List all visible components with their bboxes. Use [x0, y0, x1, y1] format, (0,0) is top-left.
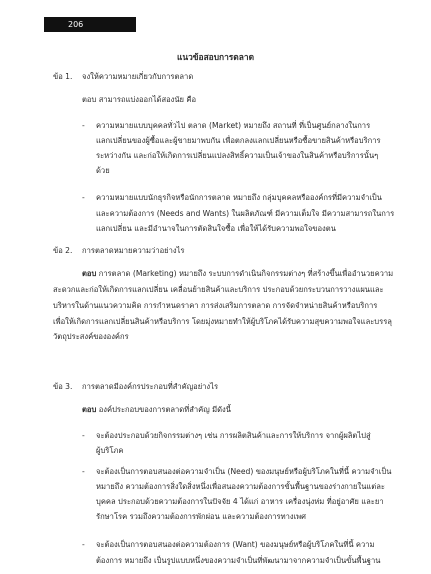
page-title: แนวข้อสอบการตลาด — [176, 52, 255, 62]
q3-answer-text: องค์ประกอบของการตลาดที่สำคัญ มีดังนี้ — [98, 405, 231, 414]
q3-b3-line: จะต้องเป็นการตอบสนองต่อความต้องการ (Want) ของมนุษย์หรือผู้บริโภคในที่นี้ ความ — [96, 540, 375, 549]
q2-answer-line: เพื่อให้เกิดการแลกเปลี่ยนสินค้าหรือบริการ โดยมุ่งหมายทำให้ผู้บริโภคได้รับความสุขความพอใจและบรรลุ — [53, 317, 392, 326]
answer-marker: ตอบ — [82, 269, 97, 278]
page-number: 206 — [44, 17, 136, 32]
q3-b3-line: ต้องการ หมายถึง เป็นรูปแบบหนึ่งของความจำเป็นที่พัฒนามาจากความจำเป็นขั้นพื้นฐาน — [96, 556, 381, 565]
q3-b2-line: บุคคล ประกอบด้วยความต้องการในปัจจัย 4 ได้แก่ อาหาร เครื่องนุ่งห่ม ที่อยู่อาศัย และยา — [96, 497, 384, 506]
q2-answer-line: บริหารในด้านแนวความคิด การกำหนดราคา การส่งเสริมการตลาด การจัดจำหน่ายสินค้าหรือบริการ — [53, 301, 378, 310]
q2-label: ข้อ 2. — [53, 246, 73, 255]
q2-answer-text: การตลาด (Marketing) หมายถึง ระบบการดำเนินกิจกรรมต่างๆ ที่สร้างขึ้นเพื่ออำนวยความ — [98, 269, 394, 278]
bullet-dash: - — [82, 467, 85, 476]
bullet-dash: - — [82, 540, 85, 549]
bullet-dash: - — [82, 193, 85, 202]
q3-b2-line: รักษาโรค รวมถึงความต้องการพักผ่อน และความต้องการทางเพศ — [96, 512, 307, 521]
q2-answer-line: สะดวกและก่อให้เกิดการแลกเปลี่ยน เคลื่อนย้ายสินค้าและบริการ ประกอบด้วยกระบวนการวางแผนและ — [53, 285, 384, 294]
q1-b1-line: ความหมายแบบบุคคลทั่วไป ตลาด (Market) หมายถึง สถานที่ ที่เป็นศูนย์กลางในการ — [96, 121, 371, 130]
q3-b2-line: จะต้องเป็นการตอบสนองต่อความจำเป็น (Need) ของมนุษย์หรือผู้บริโภคในที่นี้ ความจำเป็น — [96, 467, 392, 476]
q3-b1-line: ผู้บริโภค — [96, 446, 124, 455]
q1-b1-line: แลกเปลี่ยนของผู้ซื้อและผู้ขายมาพบกัน เพื่อตกลงแลกเปลี่ยนหรือซื้อขายสินค้าหรือบริการ — [96, 136, 381, 145]
q2-answer-line — [82, 269, 393, 279]
q2-question: การตลาดหมายความว่าอย่างไร — [82, 246, 185, 255]
bullet-dash: - — [82, 431, 85, 440]
q3-b2-line: หมายถึง ความต้องการสิ่งใดสิ่งหนึ่งเพื่อสนองความต้องการขั้นพื้นฐานของร่างกายในแต่ละ — [96, 482, 385, 491]
q1-b1-line: ด้วย — [96, 166, 110, 175]
q1-question: จงให้ความหมายเกี่ยวกับการตลาด — [82, 72, 194, 81]
q1-answer-intro: ตอบ สามารถแบ่งออกได้สองนัย คือ — [82, 95, 197, 104]
q1-b2-line: ความหมายแบบนักธุรกิจหรือนักการตลาด หมายถึง กลุ่มบุคคลหรือองค์กรที่มีความจำเป็น — [96, 193, 382, 202]
q1-b1-line: ระหว่างกัน และก่อให้เกิดการเปลี่ยนแปลงสิทธิ์ความเป็นเจ้าของในสินค้าหรือบริการนั้นๆ — [96, 151, 379, 160]
q3-answer-intro — [82, 405, 231, 415]
bullet-dash: - — [82, 121, 85, 130]
answer-marker: ตอบ — [82, 405, 97, 414]
q1-b2-line: และความต้องการ (Needs and Wants) ในผลิตภัณฑ์ มีความเต็มใจ มีความสามารถในการ — [96, 209, 395, 218]
q1-label: ข้อ 1. — [53, 72, 73, 81]
q3-question: การตลาดมีองค์กรประกอบที่สำคัญอย่างไร — [82, 382, 219, 391]
q1-b2-line: แลกเปลี่ยน และมีอำนาจในการตัดสินใจซื้อ เพื่อให้ได้รับความพอใจของตน — [96, 224, 336, 233]
q3-label: ข้อ 3. — [53, 382, 73, 391]
q2-answer-line: วัตถุประสงค์ขององค์กร — [53, 332, 129, 341]
q3-b1-line: จะต้องประกอบด้วยกิจกรรมต่างๆ เช่น การผลิตสินค้าและการให้บริการ จากผู้ผลิตไปสู่ — [96, 431, 371, 440]
